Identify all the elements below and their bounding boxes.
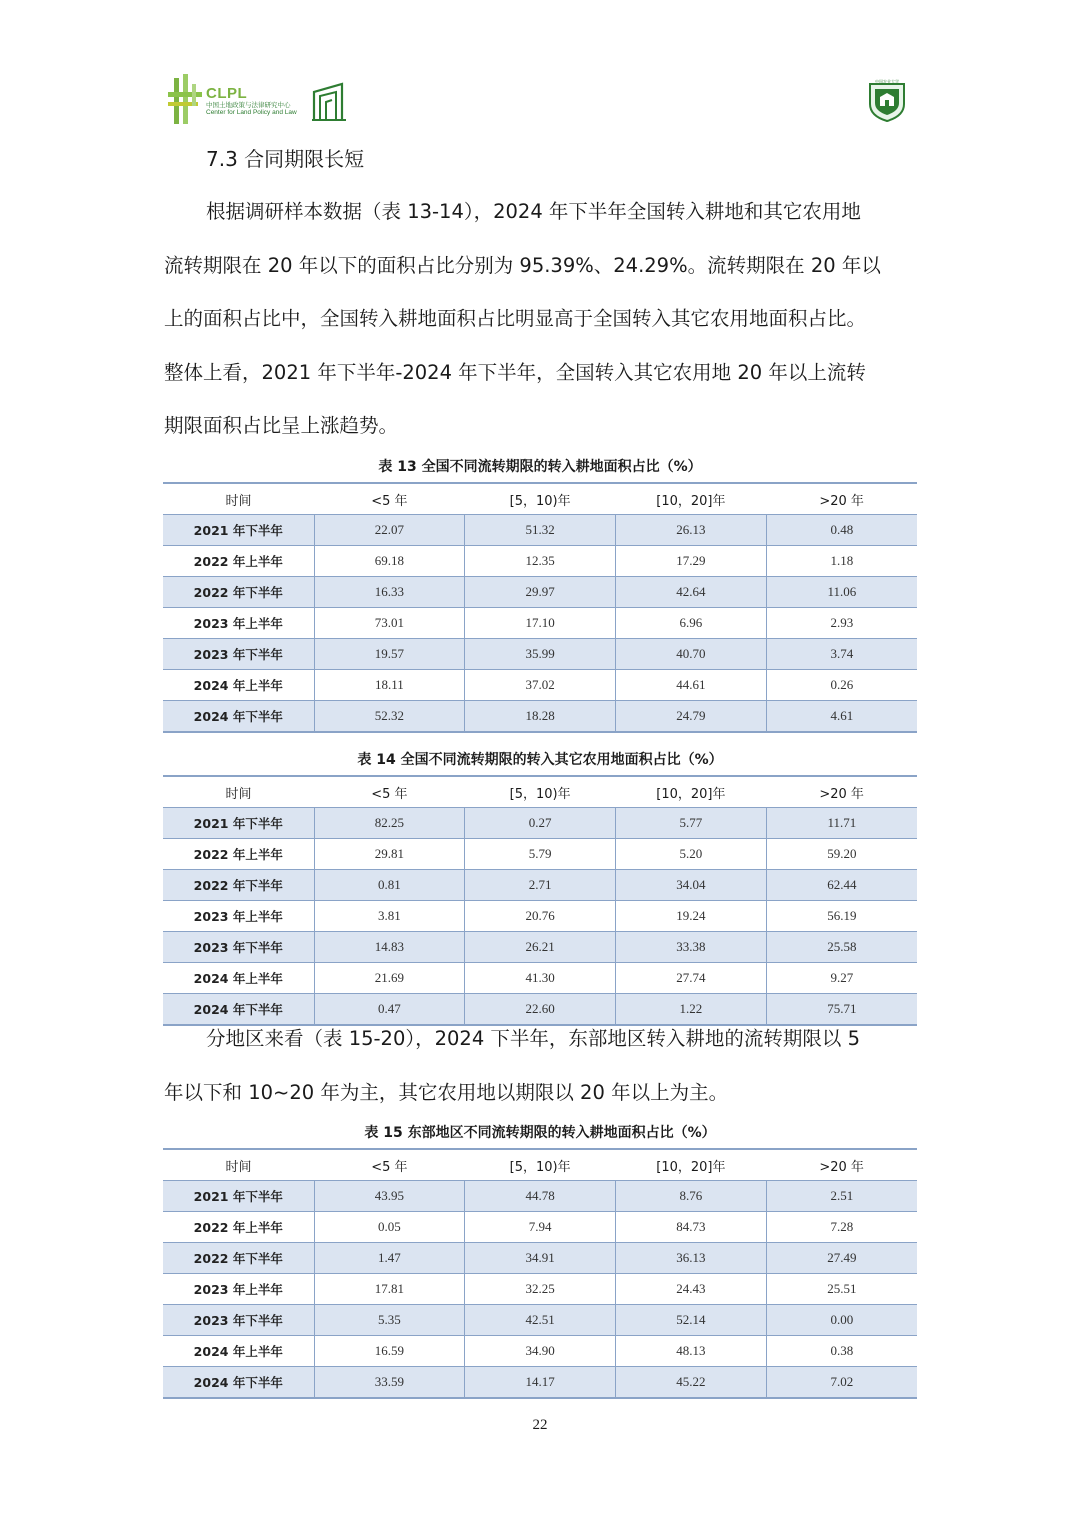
table-cell: 44.61: [616, 670, 767, 701]
table-cell: 17.81: [314, 1274, 465, 1305]
table-row: [163, 546, 917, 577]
table-cell: 42.64: [616, 577, 767, 608]
table-cell: 26.13: [616, 515, 767, 546]
table-row: [163, 701, 917, 733]
row-label: 2021 年下半年: [163, 808, 314, 839]
table-row: [163, 870, 917, 901]
table-cell: 1.47: [314, 1243, 465, 1274]
table-cell: 0.26: [766, 670, 917, 701]
table-cell: 21.69: [314, 963, 465, 994]
table-row: [163, 901, 917, 932]
table-cell: 52.32: [314, 701, 465, 733]
table-cell: 5.35: [314, 1305, 465, 1336]
row-label: 2022 年上半年: [163, 1212, 314, 1243]
table-row: [163, 839, 917, 870]
table-cell: 4.61: [766, 701, 917, 733]
column-header: 时间: [163, 483, 314, 515]
table-cell: 37.02: [465, 670, 616, 701]
row-label: 2023 年上半年: [163, 1274, 314, 1305]
table-cell: 32.25: [465, 1274, 616, 1305]
table-cell: 69.18: [314, 546, 465, 577]
table-cell: 0.05: [314, 1212, 465, 1243]
table-cell: 16.33: [314, 577, 465, 608]
table-row: [163, 670, 917, 701]
clpl-abbr: CLPL: [206, 85, 248, 102]
table-row: [163, 1181, 917, 1212]
table-cell: 44.78: [465, 1181, 616, 1212]
row-label: 2023 年上半年: [163, 608, 314, 639]
table-cell: 27.49: [766, 1243, 917, 1274]
clpl-logo-text: [206, 86, 297, 117]
column-header: 时间: [163, 776, 314, 808]
table-cell: 11.71: [766, 808, 917, 839]
column-header: [5，10)年: [465, 776, 616, 808]
table-cell: 0.27: [465, 808, 616, 839]
table-cell: 73.01: [314, 608, 465, 639]
table-cell: 24.79: [616, 701, 767, 733]
table-cell: 42.51: [465, 1305, 616, 1336]
table-cell: 9.27: [766, 963, 917, 994]
table-cell: 12.35: [465, 546, 616, 577]
table-14-caption: 表 14 全国不同流转期限的转入其它农用地面积占比（%）: [357, 752, 723, 768]
table-cell: 36.13: [616, 1243, 767, 1274]
table-cell: 7.94: [465, 1212, 616, 1243]
column-header: <5 年: [314, 776, 465, 808]
row-label: 2022 年下半年: [163, 870, 314, 901]
row-label: 2023 年上半年: [163, 901, 314, 932]
table-cell: 34.90: [465, 1336, 616, 1367]
table-cell: 2.51: [766, 1181, 917, 1212]
table-cell: 43.95: [314, 1181, 465, 1212]
clpl-logo: [168, 74, 348, 128]
column-header: [10，20]年: [616, 776, 767, 808]
table-cell: 7.02: [766, 1367, 917, 1399]
table-cell: 84.73: [616, 1212, 767, 1243]
table-cell: 3.74: [766, 639, 917, 670]
table-cell: 34.91: [465, 1243, 616, 1274]
row-label: 2022 年下半年: [163, 577, 314, 608]
table-cell: 20.76: [465, 901, 616, 932]
table-15: [163, 1148, 917, 1399]
table-cell: 0.00: [766, 1305, 917, 1336]
table-cell: 33.38: [616, 932, 767, 963]
paragraph-line: 上的面积占比中，全国转入耕地面积占比明显高于全国转入其它农用地面积占比。: [164, 307, 867, 330]
table-cell: 40.70: [616, 639, 767, 670]
table-13: [163, 482, 917, 733]
row-label: 2021 年下半年: [163, 515, 314, 546]
table-cell: 29.81: [314, 839, 465, 870]
table-row: [163, 932, 917, 963]
paragraph-1: [164, 185, 919, 453]
paragraph-line: 整体上看，2021 年下半年-2024 年下半年，全国转入其它农用地 20 年以上流转: [164, 360, 866, 384]
table-cell: 26.21: [465, 932, 616, 963]
university-name: 中国农业大学: [875, 79, 899, 84]
table-cell: 0.48: [766, 515, 917, 546]
table-15-caption: 表 15 东部地区不同流转期限的转入耕地面积占比（%）: [364, 1125, 716, 1141]
table-cell: 1.18: [766, 546, 917, 577]
column-header: [5，10)年: [465, 483, 616, 515]
clpl-cn-name: 中国土地政策与法律研究中心: [206, 101, 291, 109]
row-label: 2024 年下半年: [163, 994, 314, 1026]
university-emblem-icon: [866, 78, 908, 122]
table-13-caption: 表 13 全国不同流转期限的转入耕地面积占比（%）: [378, 459, 702, 475]
table-header-row: [163, 483, 917, 515]
table-cell: 34.04: [616, 870, 767, 901]
table-cell: 14.83: [314, 932, 465, 963]
column-header: 时间: [163, 1149, 314, 1181]
table-row: [163, 639, 917, 670]
clpl-en-name: Center for Land Policy and Law: [206, 109, 297, 116]
row-label: 2021 年下半年: [163, 1181, 314, 1212]
table-cell: 0.47: [314, 994, 465, 1026]
column-header: >20 年: [766, 483, 917, 515]
row-label: 2024 年下半年: [163, 701, 314, 733]
table-cell: 17.29: [616, 546, 767, 577]
column-header: [10，20]年: [616, 1149, 767, 1181]
table-header-row: [163, 1149, 917, 1181]
table-row: [163, 515, 917, 546]
table-cell: 18.11: [314, 670, 465, 701]
table-cell: 33.59: [314, 1367, 465, 1399]
table-cell: 11.06: [766, 577, 917, 608]
row-label: 2022 年下半年: [163, 1243, 314, 1274]
table-cell: 0.81: [314, 870, 465, 901]
paragraph-line: 分地区来看（表 15-20），2024 下半年，东部地区转入耕地的流转期限以 5: [206, 1027, 861, 1050]
table-cell: 41.30: [465, 963, 616, 994]
table-cell: 75.71: [766, 994, 917, 1026]
column-header: [5，10)年: [465, 1149, 616, 1181]
table-cell: 14.17: [465, 1367, 616, 1399]
table-row: [163, 808, 917, 839]
table-cell: 56.19: [766, 901, 917, 932]
column-header: >20 年: [766, 776, 917, 808]
table-cell: 16.59: [314, 1336, 465, 1367]
column-header: >20 年: [766, 1149, 917, 1181]
table-cell: 1.22: [616, 994, 767, 1026]
section-title: 7.3 合同期限长短: [206, 147, 365, 171]
row-label: 2023 年下半年: [163, 1305, 314, 1336]
table-cell: 7.28: [766, 1212, 917, 1243]
table-cell: 51.32: [465, 515, 616, 546]
paragraph-line: 流转期限在 20 年以下的面积占比分别为 95.39%、24.29%。流转期限在 20 年以: [164, 253, 881, 277]
table-cell: 29.97: [465, 577, 616, 608]
table-row: [163, 1367, 917, 1399]
table-row: [163, 608, 917, 639]
table-cell: 5.20: [616, 839, 767, 870]
column-header: <5 年: [314, 1149, 465, 1181]
building-logo-icon: [312, 82, 346, 122]
table-cell: 52.14: [616, 1305, 767, 1336]
table-row: [163, 1274, 917, 1305]
row-label: 2024 年上半年: [163, 1336, 314, 1367]
table-cell: 6.96: [616, 608, 767, 639]
table-cell: 0.38: [766, 1336, 917, 1367]
table-cell: 35.99: [465, 639, 616, 670]
table-row: [163, 1336, 917, 1367]
table-cell: 5.77: [616, 808, 767, 839]
table-cell: 8.76: [616, 1181, 767, 1212]
table-cell: 2.71: [465, 870, 616, 901]
row-label: 2023 年下半年: [163, 639, 314, 670]
table-row: [163, 577, 917, 608]
row-label: 2024 年下半年: [163, 1367, 314, 1399]
column-header: [10，20]年: [616, 483, 767, 515]
table-cell: 25.51: [766, 1274, 917, 1305]
table-cell: 22.60: [465, 994, 616, 1026]
column-header: <5 年: [314, 483, 465, 515]
table-14: [163, 775, 917, 1026]
table-cell: 59.20: [766, 839, 917, 870]
table-row: [163, 1305, 917, 1336]
row-label: 2022 年上半年: [163, 839, 314, 870]
row-label: 2022 年上半年: [163, 546, 314, 577]
paragraph-line: 年以下和 10~20 年为主，其它农用地以期限以 20 年以上为主。: [164, 1080, 729, 1104]
clpl-emblem-icon: [168, 74, 208, 128]
page-number: 22: [532, 1417, 548, 1433]
table-cell: 82.25: [314, 808, 465, 839]
row-label: 2024 年上半年: [163, 670, 314, 701]
table-cell: 24.43: [616, 1274, 767, 1305]
row-label: 2023 年下半年: [163, 932, 314, 963]
table-cell: 5.79: [465, 839, 616, 870]
table-cell: 19.24: [616, 901, 767, 932]
table-row: [163, 963, 917, 994]
table-cell: 25.58: [766, 932, 917, 963]
table-cell: 62.44: [766, 870, 917, 901]
table-cell: 19.57: [314, 639, 465, 670]
paragraph-line: 根据调研样本数据（表 13-14），2024 年下半年全国转入耕地和其它农用地: [206, 200, 861, 223]
table-cell: 18.28: [465, 701, 616, 733]
page-header: [0, 0, 1080, 140]
table-cell: 27.74: [616, 963, 767, 994]
table-cell: 45.22: [616, 1367, 767, 1399]
table-cell: 2.93: [766, 608, 917, 639]
paragraph-2: [164, 1012, 919, 1119]
table-header-row: [163, 776, 917, 808]
table-cell: 3.81: [314, 901, 465, 932]
paragraph-line: 期限面积占比呈上涨趋势。: [164, 414, 399, 437]
table-cell: 48.13: [616, 1336, 767, 1367]
row-label: 2024 年上半年: [163, 963, 314, 994]
table-cell: 17.10: [465, 608, 616, 639]
table-cell: 22.07: [314, 515, 465, 546]
table-row: [163, 1243, 917, 1274]
table-row: [163, 1212, 917, 1243]
